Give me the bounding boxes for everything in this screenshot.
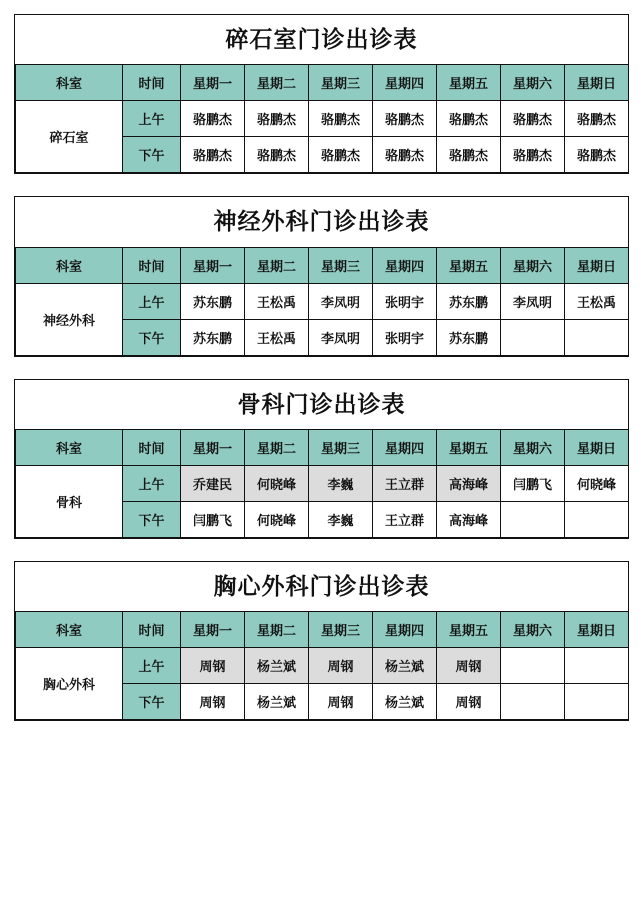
doctor-cell: 周钢 bbox=[437, 684, 501, 720]
time-slot-morning: 上午 bbox=[123, 283, 181, 319]
doctor-cell: 杨兰斌 bbox=[245, 648, 309, 684]
schedule-block bbox=[14, 196, 629, 356]
header-day-3: 星期三 bbox=[309, 429, 373, 465]
doctor-cell bbox=[565, 648, 629, 684]
table-row bbox=[16, 283, 629, 319]
doctor-cell: 何晓峰 bbox=[245, 465, 309, 501]
doctor-cell bbox=[565, 684, 629, 720]
doctor-cell: 杨兰斌 bbox=[373, 684, 437, 720]
doctor-cell: 苏东鹏 bbox=[181, 319, 245, 355]
doctor-cell: 周钢 bbox=[309, 648, 373, 684]
schedule-table bbox=[15, 429, 629, 538]
header-time: 时间 bbox=[123, 429, 181, 465]
schedule-title: 神经外科门诊出诊表 bbox=[213, 209, 430, 235]
doctor-cell: 杨兰斌 bbox=[373, 648, 437, 684]
schedule-block bbox=[14, 379, 629, 539]
header-day-1: 星期一 bbox=[181, 612, 245, 648]
schedule-table bbox=[15, 247, 629, 356]
table-header-row bbox=[16, 65, 629, 101]
header-day-3: 星期三 bbox=[309, 612, 373, 648]
doctor-cell: 骆鹏杰 bbox=[245, 101, 309, 137]
doctor-cell: 乔建民 bbox=[181, 465, 245, 501]
schedule-table bbox=[15, 611, 629, 720]
doctor-cell: 骆鹏杰 bbox=[565, 101, 629, 137]
doctor-cell: 李巍 bbox=[309, 465, 373, 501]
doctor-cell: 骆鹏杰 bbox=[501, 101, 565, 137]
doctor-cell: 高海峰 bbox=[437, 465, 501, 501]
schedule-title: 骨科门诊出诊表 bbox=[237, 391, 406, 417]
doctor-cell: 张明宇 bbox=[373, 283, 437, 319]
doctor-cell: 高海峰 bbox=[437, 501, 501, 537]
doctor-cell: 骆鹏杰 bbox=[309, 137, 373, 173]
header-day-5: 星期五 bbox=[437, 612, 501, 648]
time-slot-afternoon: 下午 bbox=[123, 684, 181, 720]
doctor-cell bbox=[501, 319, 565, 355]
header-day-6: 星期六 bbox=[501, 247, 565, 283]
header-day-3: 星期三 bbox=[309, 247, 373, 283]
header-day-5: 星期五 bbox=[437, 429, 501, 465]
time-slot-afternoon: 下午 bbox=[123, 319, 181, 355]
schedule-block bbox=[14, 561, 629, 721]
schedule-title: 胸心外科门诊出诊表 bbox=[213, 573, 430, 599]
header-day-1: 星期一 bbox=[181, 247, 245, 283]
header-day-2: 星期二 bbox=[245, 65, 309, 101]
department-name: 碎石室 bbox=[16, 101, 123, 173]
header-day-1: 星期一 bbox=[181, 65, 245, 101]
header-time: 时间 bbox=[123, 612, 181, 648]
time-slot-morning: 上午 bbox=[123, 101, 181, 137]
header-dept: 科室 bbox=[16, 429, 123, 465]
doctor-cell: 何晓峰 bbox=[245, 501, 309, 537]
header-day-6: 星期六 bbox=[501, 65, 565, 101]
doctor-cell: 周钢 bbox=[181, 648, 245, 684]
doctor-cell: 李凤明 bbox=[309, 319, 373, 355]
doctor-cell: 杨兰斌 bbox=[245, 684, 309, 720]
doctor-cell: 骆鹏杰 bbox=[181, 101, 245, 137]
doctor-cell: 骆鹏杰 bbox=[309, 101, 373, 137]
schedule-block bbox=[14, 14, 629, 174]
doctor-cell: 骆鹏杰 bbox=[181, 137, 245, 173]
header-day-4: 星期四 bbox=[373, 612, 437, 648]
schedule-title: 碎石室门诊出诊表 bbox=[225, 27, 418, 52]
doctor-cell bbox=[501, 684, 565, 720]
header-day-2: 星期二 bbox=[245, 612, 309, 648]
header-day-2: 星期二 bbox=[245, 429, 309, 465]
doctor-cell: 周钢 bbox=[181, 684, 245, 720]
doctor-cell: 骆鹏杰 bbox=[437, 137, 501, 173]
doctor-cell: 苏东鹏 bbox=[437, 283, 501, 319]
table-row bbox=[16, 101, 629, 137]
table-row bbox=[16, 648, 629, 684]
doctor-cell: 李凤明 bbox=[501, 283, 565, 319]
doctor-cell: 王立群 bbox=[373, 465, 437, 501]
doctor-cell: 骆鹏杰 bbox=[437, 101, 501, 137]
header-day-5: 星期五 bbox=[437, 65, 501, 101]
doctor-cell: 王松禹 bbox=[245, 319, 309, 355]
time-slot-morning: 上午 bbox=[123, 465, 181, 501]
table-header-row bbox=[16, 429, 629, 465]
doctor-cell: 苏东鹏 bbox=[181, 283, 245, 319]
doctor-cell: 周钢 bbox=[437, 648, 501, 684]
header-day-7: 星期日 bbox=[565, 247, 629, 283]
header-day-7: 星期日 bbox=[565, 429, 629, 465]
header-time: 时间 bbox=[123, 65, 181, 101]
doctor-cell: 骆鹏杰 bbox=[501, 137, 565, 173]
department-name: 神经外科 bbox=[16, 283, 123, 355]
doctor-cell: 何晓峰 bbox=[565, 465, 629, 501]
doctor-cell: 周钢 bbox=[309, 684, 373, 720]
header-dept: 科室 bbox=[16, 612, 123, 648]
doctor-cell: 张明宇 bbox=[373, 319, 437, 355]
header-day-1: 星期一 bbox=[181, 429, 245, 465]
header-day-6: 星期六 bbox=[501, 612, 565, 648]
header-day-3: 星期三 bbox=[309, 65, 373, 101]
doctor-cell: 闫鹏飞 bbox=[501, 465, 565, 501]
time-slot-afternoon: 下午 bbox=[123, 137, 181, 173]
doctor-cell: 骆鹏杰 bbox=[373, 137, 437, 173]
doctor-cell bbox=[565, 501, 629, 537]
header-day-7: 星期日 bbox=[565, 65, 629, 101]
header-time: 时间 bbox=[123, 247, 181, 283]
header-dept: 科室 bbox=[16, 65, 123, 101]
time-slot-afternoon: 下午 bbox=[123, 501, 181, 537]
doctor-cell: 骆鹏杰 bbox=[245, 137, 309, 173]
header-dept: 科室 bbox=[16, 247, 123, 283]
doctor-cell: 王立群 bbox=[373, 501, 437, 537]
doctor-cell: 王松禹 bbox=[565, 283, 629, 319]
header-day-2: 星期二 bbox=[245, 247, 309, 283]
department-name: 胸心外科 bbox=[16, 648, 123, 720]
table-header-row bbox=[16, 247, 629, 283]
doctor-cell: 李凤明 bbox=[309, 283, 373, 319]
header-day-7: 星期日 bbox=[565, 612, 629, 648]
header-day-4: 星期四 bbox=[373, 247, 437, 283]
table-row bbox=[16, 465, 629, 501]
doctor-cell bbox=[501, 648, 565, 684]
doctor-cell bbox=[565, 319, 629, 355]
header-day-4: 星期四 bbox=[373, 429, 437, 465]
table-header-row bbox=[16, 612, 629, 648]
time-slot-morning: 上午 bbox=[123, 648, 181, 684]
doctor-cell: 骆鹏杰 bbox=[373, 101, 437, 137]
header-day-6: 星期六 bbox=[501, 429, 565, 465]
doctor-cell: 骆鹏杰 bbox=[565, 137, 629, 173]
department-name: 骨科 bbox=[16, 465, 123, 537]
doctor-cell: 李巍 bbox=[309, 501, 373, 537]
doctor-cell bbox=[501, 501, 565, 537]
header-day-5: 星期五 bbox=[437, 247, 501, 283]
doctor-cell: 王松禹 bbox=[245, 283, 309, 319]
schedule-table bbox=[15, 64, 629, 173]
doctor-cell: 苏东鹏 bbox=[437, 319, 501, 355]
header-day-4: 星期四 bbox=[373, 65, 437, 101]
doctor-cell: 闫鹏飞 bbox=[181, 501, 245, 537]
